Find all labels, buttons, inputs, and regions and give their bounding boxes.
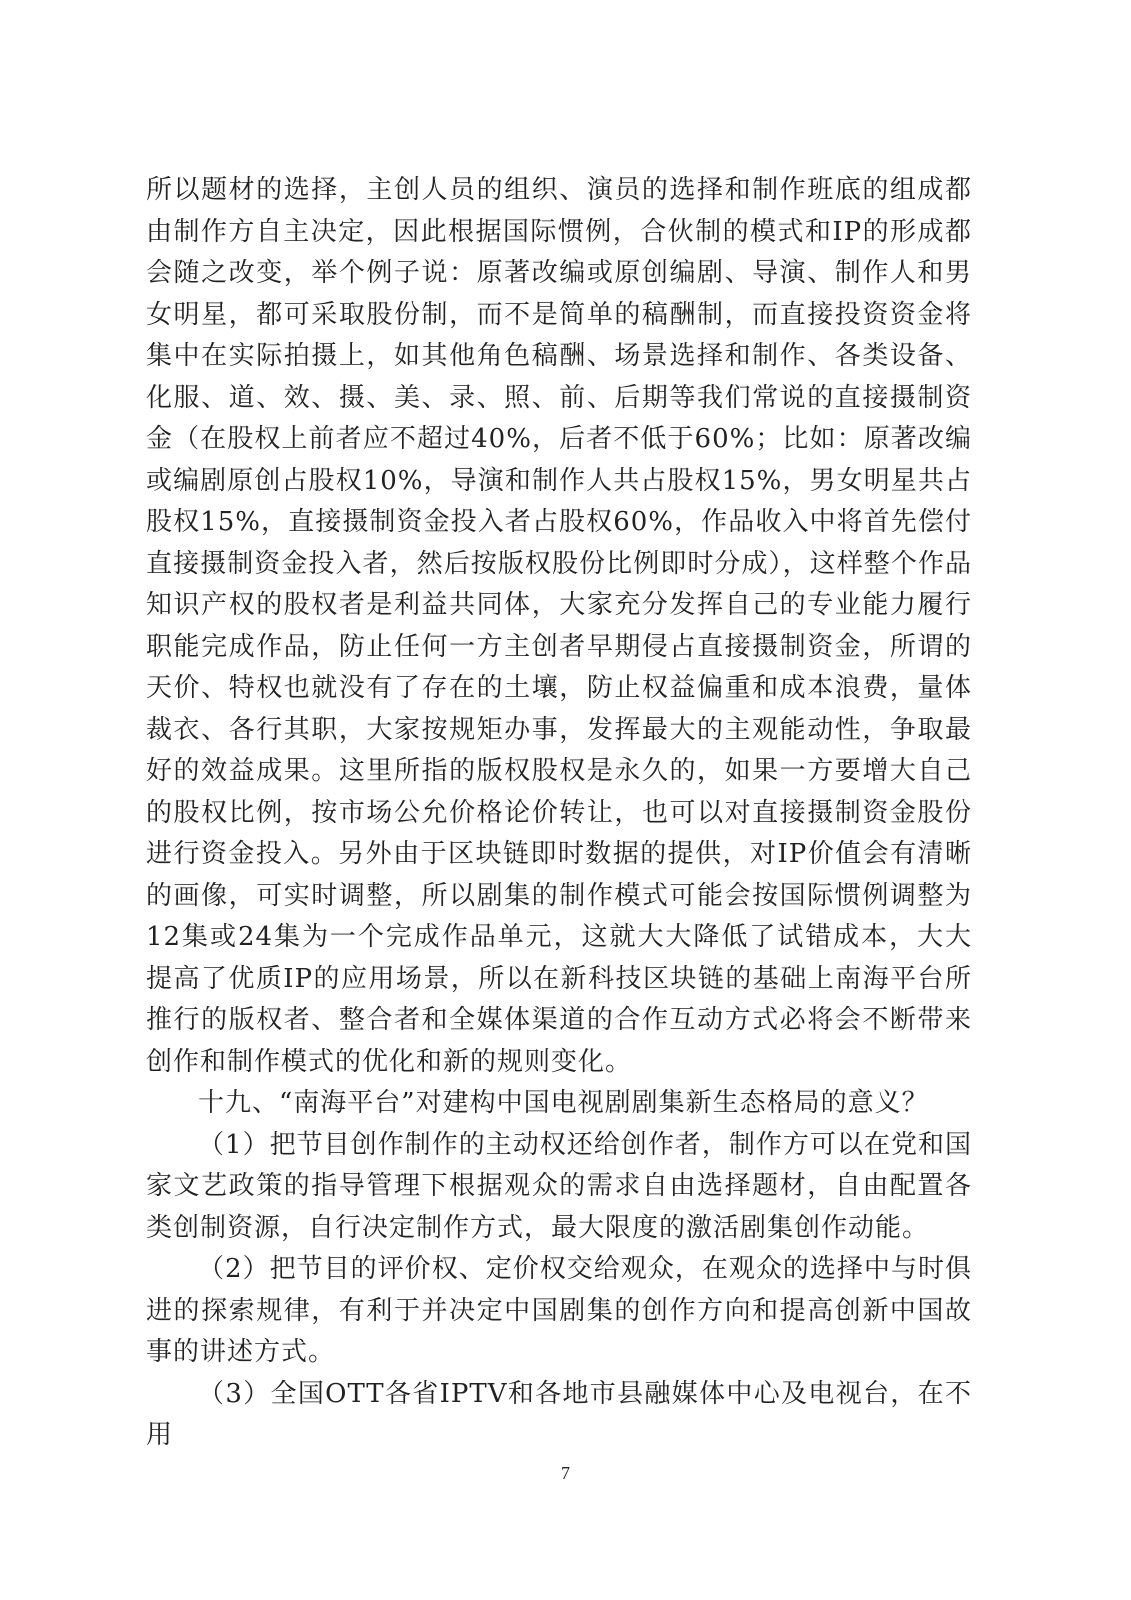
list-item: （3）全国OTT各省IPTV和各地市县融媒体中心及电视台，在不用 — [146, 1378, 972, 1450]
list-item: （2）把节目的评价权、定价权交给观众，在观众的选择中与时俱进的探索规律，有利于并决定中国剧集的创作方向和提高创新中国故事的讲述方式。 — [146, 1254, 972, 1367]
section-heading: 十九、“南海平台”对建构中国电视剧剧集新生态格局的意义？ — [198, 1088, 929, 1118]
list-item: （1）把节目创作制作的主动权还给创作者，制作方可以在党和国家文艺政策的指导管理下根据观众的需求自由选择题材，自由配置各类创制资源，自行决定制作方式，最大限度的激活剧集创作动能。 — [146, 1129, 972, 1243]
page-number: 7 — [561, 1463, 570, 1483]
document-body — [146, 170, 972, 1457]
body-paragraph: 所以题材的选择，主创人员的组织、演员的选择和制作班底的组成都由制作方自主决定，因此根据国际惯例，合伙制的模式和IP的形成都会随之改变，举个例子说：原著改编或原创编剧、导演、制作人和男女明星，都可采取股份制，而不是简单的稿酬制，而直接投资资金将集中在实际拍摄上，如其他角色稿酬、场景选择和制作、各类设备、化服、道、效、摄、美、录、照、前、后期等我们常说的直接摄制资金（在股权上前者应不超过40%，后者不低于60%；比如：原著改编或编剧原创占股权10%，导演和制作人共占股权15%，男女明星共占股权15%，直接摄制资金投入者占股权60%，作品收入中将首先偿付直接摄制资金投入者，然后按版权股份比例即时分成），这样整个作品知识产权的股权者是利益共同体，大家充分发挥自己的专业能力履行职能完成作品，防止任何一方主创者早期侵占直接摄制资金，所谓的天价、特权也就没有了存在的土壤，防止权益偏重和成本浪费，量体裁衣、各行其职，大家按规矩办事，发挥最大的主观能动性，争取最好的效益成果。这里所指的版权股权是永久的，如果一方要增大自己的股权比例，按市场公允价格论价转让，也可以对直接摄制资金股份进行资金投入。另外由于区块链即时数据的提供，对IP价值会有清晰的画像，可实时调整，所以剧集的制作模式可能会按国际惯例调整为12集或24集为一个完成作品单元，这就大大降低了试错成本，大大提高了优质IP的应用场景，所以在新科技区块链的基础上南海平台所推行的版权者、整合者和全媒体渠道的合作互动方式必将会不断带来创作和制作模式的优化和新的规则变化。 — [146, 175, 972, 1077]
